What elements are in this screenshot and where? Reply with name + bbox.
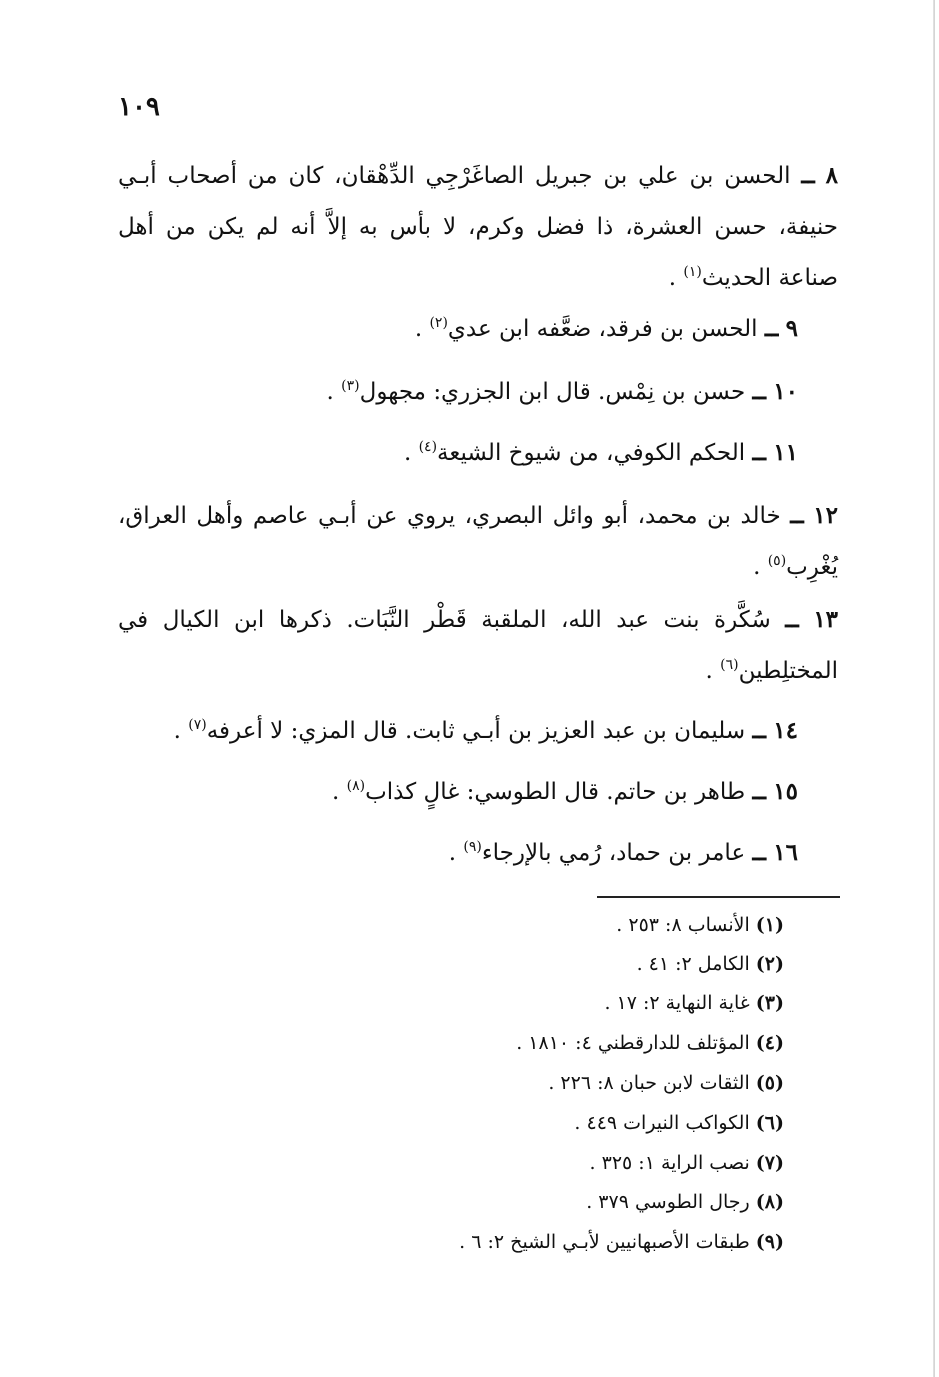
footnote-text: نصب الراية ١: ٣٢٥ . [589,1152,750,1174]
footnote-4 [516,1024,784,1062]
entry-separator: ــ [752,439,766,466]
footnote-number: (٦) [755,1112,784,1134]
entry-8 [118,150,838,304]
footnote-text: الثقات لابن حبان ٨: ٢٢٦ . [548,1072,750,1094]
footnote-text: الأنساب ٨: ٢٥٣ . [616,914,750,936]
entry-end: . [332,779,347,805]
entry-number: ١٤ [773,717,798,744]
footnote-text: طبقات الأصبهانيين لأبـي الشيخ ٢: ٦ . [459,1231,750,1253]
footnote-9 [459,1223,784,1261]
entry-text: الحسن بن علي بن جبريل الصاغَرْجِي الدِّهْقان، كان من أصحاب أبـي حنيفة، حسن العشرة، ذا فضل وكرم، لا بأس به إلاَّ أنه لم يكن من أهل صناعة الحديث [118,163,838,291]
entry-number: ١١ [773,439,798,466]
entry-9 [118,303,838,355]
entry-14 [118,705,838,757]
entry-separator: ــ [764,315,779,342]
entry-text: طاهر بن حاتم. قال الطوسي: غالٍ كذاب [365,779,746,805]
entry-end: . [414,316,430,342]
entry-10 [118,366,838,418]
footnote-8 [586,1183,784,1221]
footnote-text: رجال الطوسي ٣٧٩ . [586,1191,750,1213]
entry-end: . [403,440,419,466]
footnote-ref: (٧) [188,717,207,733]
entry-end: . [705,658,721,684]
footnote-7 [590,1144,784,1182]
page-number: ١٠٩ [118,92,160,122]
entry-15 [118,766,838,818]
entry-12 [118,490,838,593]
entry-text: الحكم الكوفي، من شيوخ الشيعة [437,440,746,466]
footnote-ref: (٨) [346,778,366,794]
footnote-number: (٣) [755,992,784,1014]
entry-number: ١٥ [773,778,798,805]
footnote-ref: (٦) [720,657,739,673]
entry-end: . [668,265,684,291]
footnote-number: (٥) [755,1072,784,1094]
entry-end: . [173,718,189,744]
entry-number: ٨ [825,162,838,189]
footnote-number: (١) [755,914,784,936]
entry-text: سليمان بن عبد العزيز بن أبـي ثابت. قال المزي: لا أعرفه [206,718,746,744]
footnote-number: (٨) [755,1191,784,1213]
page-edge-shadow [933,0,935,1377]
footnote-5 [548,1064,784,1102]
entry-separator: ــ [801,162,815,189]
entry-number: ١٠ [773,378,798,405]
entry-16 [118,827,838,879]
entry-separator: ــ [752,378,766,405]
entry-end: . [753,554,768,580]
entry-separator: ــ [752,778,766,805]
footnote-ref: (٣) [341,378,360,394]
entry-number: ١٦ [773,839,798,866]
entry-number: ١٢ [813,502,839,529]
footnote-3 [604,984,784,1022]
entry-number: ٩ [785,315,798,342]
footnote-ref: (٩) [463,839,482,855]
footnote-text: غاية النهاية ٢: ١٧ . [604,992,750,1014]
footnote-text: الكواكب النيرات ٤٤٩ . [574,1112,750,1134]
entry-separator: ــ [785,606,799,633]
entry-text: خالد بن محمد، أبو وائل البصري، يروي عن أبـي عاصم وأهل العراق، يُغْرِب [118,503,838,580]
footnote-ref: (١) [683,264,702,280]
footnote-ref: (٢) [429,315,448,331]
entry-text: الحسن بن فرقد، ضعَّفه ابن عدي [447,316,758,342]
entry-11 [118,427,838,479]
entry-text: حسن بن نِمْس. قال ابن الجزري: مجهول [359,379,746,405]
footnote-text: المؤتلف للدارقطني ٤: ١٨١٠ . [516,1032,750,1054]
footnote-2 [637,945,784,983]
entry-text: عامر بن حماد، رُمي بالإرجاء [481,840,746,866]
entry-separator: ــ [790,502,804,529]
footnote-6 [574,1104,784,1142]
footnote-text: الكامل ٢: ٤١ . [636,953,750,975]
footnote-number: (٩) [755,1231,784,1253]
footnote-divider [597,896,840,898]
entry-end: . [448,840,464,866]
entry-13 [118,594,838,697]
entry-end: . [326,379,342,405]
footnote-number: (٤) [755,1032,784,1054]
entry-separator: ــ [752,717,766,744]
footnote-ref: (٤) [418,439,438,455]
entry-number: ١٣ [813,606,839,633]
footnote-number: (٢) [755,953,784,975]
entry-separator: ــ [752,839,766,866]
entry-text: سُكَّرة بنت عبد الله، الملقبة قَطْر النَّبَات. ذكرها ابن الكيال في المختلِطين [118,607,838,684]
footnote-number: (٧) [755,1152,784,1174]
footnote-ref: (٥) [767,553,787,569]
footnote-1 [616,906,784,944]
